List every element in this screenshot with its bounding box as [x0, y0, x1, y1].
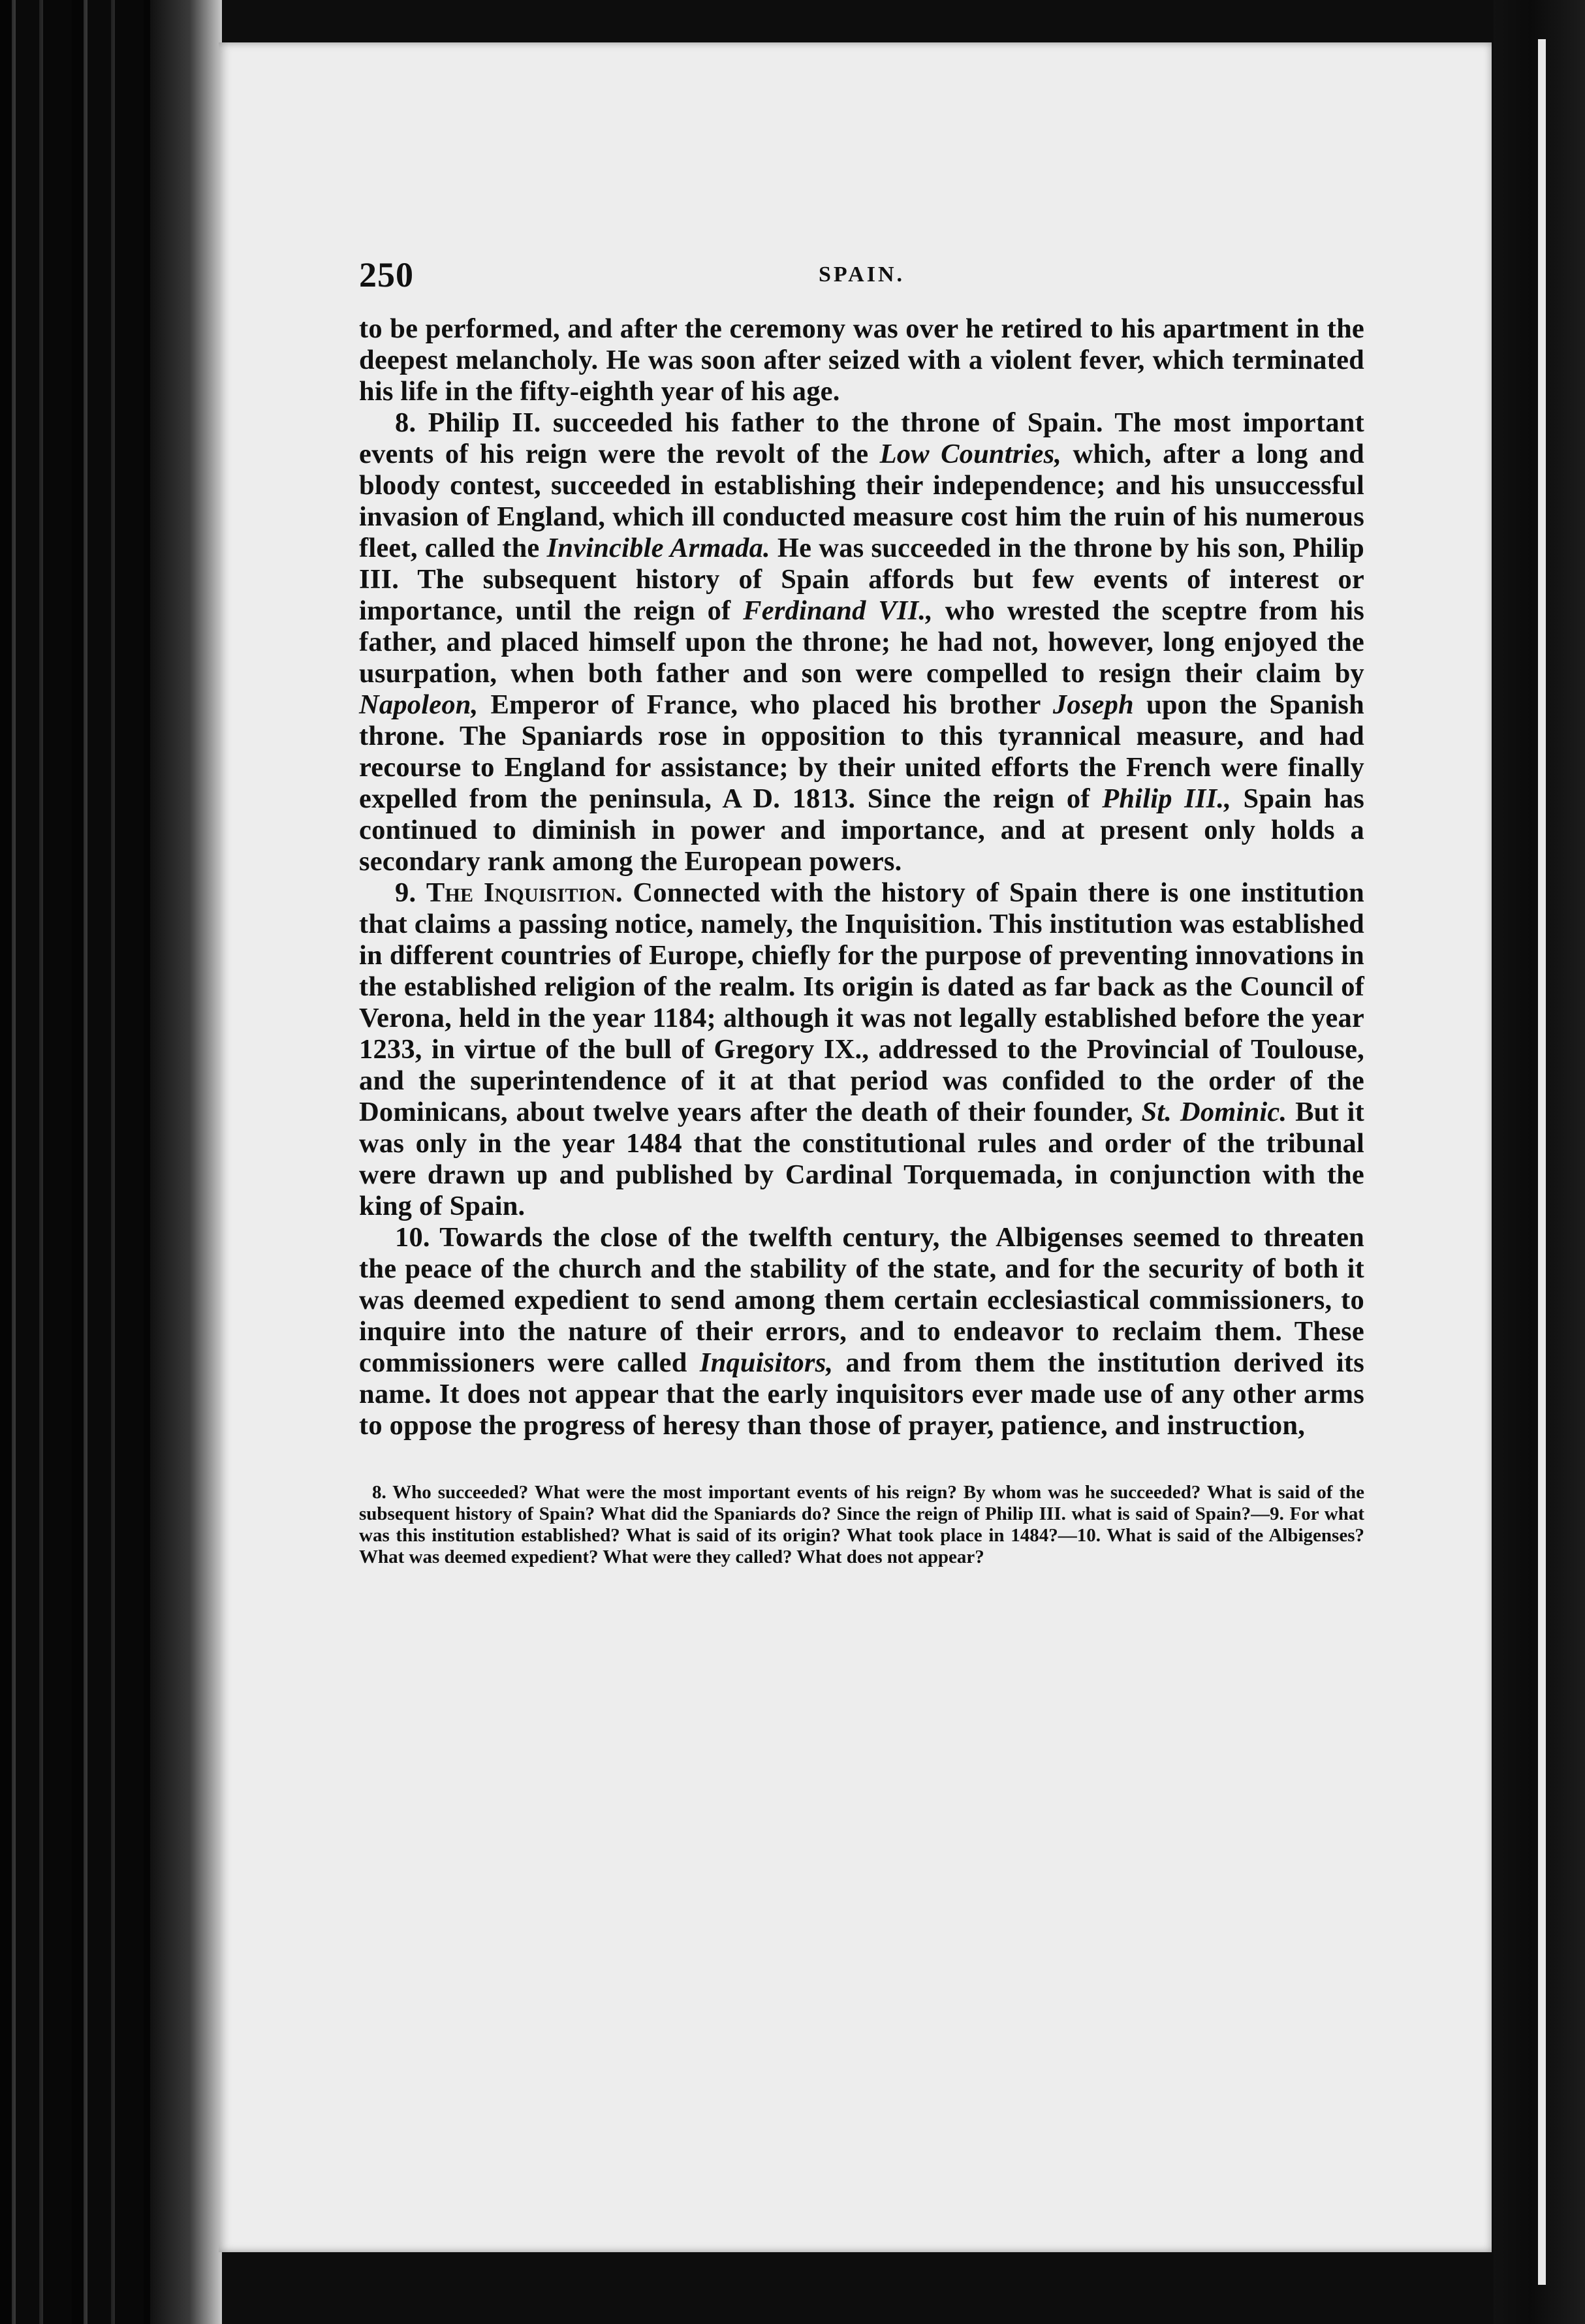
italic-term: Napoleon,	[359, 689, 479, 720]
review-questions	[359, 1482, 1364, 1568]
paragraph-continued: to be performed, and after the ceremony was over he retired to his apartment in the deepest melancholy. He was soon after seized with a violent fever, which terminated his life in the fifty-eighth year of his age.	[359, 313, 1364, 407]
text-run: Connected with the history of Spain there is one institution that claims a passing notice, namely, the Inquisition. This institution was established in different countries of Europe, chiefly for the purpose of preventing innovations in the established religion of the realm. Its origin is dated as far back as the Council of Verona, held in the year 1184; although it was not legally established before the year 1233, in virtue of the bull of Gregory IX., addressed to the Provincial of Toulouse, and the superintendence of it at that period was confided to the order of the Dominicans, about twelve years after the death of their founder,	[359, 877, 1364, 1127]
italic-term: Ferdinand VII.,	[743, 595, 933, 626]
questions-text: 8. Who succeeded? What were the most important events of his reign? By whom was he succeeded? What is said of the subsequent history of Spain? What did the Spaniards do? Since the reign of Philip III. what is said of Spain?—9. For what was this institution established? What is said of its origin? What took place in 1484?—10. What is said of the Albigenses? What was deemed expedient? What were they called? What does not appear?	[359, 1482, 1364, 1567]
page-content	[359, 255, 1364, 1568]
text-run: 10. Towards the close of the twelfth century, the Albigenses seemed to threaten the peace of the church and the stability of the state, and for the security of both it was deemed expedient to send among them certain ecclesiastical commissioners, to inquire into the nature of their errors, and to endeavor to reclaim them. These commissioners were called	[359, 1222, 1364, 1378]
text-run: Emperor of France, who placed his brother	[478, 689, 1053, 720]
text-run: upon the Spanish throne. The Spaniards rose in opposition to this tyrannical measure, and had recourse to England for assistance; by their united efforts the French were finally expelled from the peninsula, A D. 1813. Since the reign of	[359, 689, 1364, 814]
italic-term: Invincible Armada.	[546, 533, 770, 563]
page-number: 250	[359, 255, 414, 294]
text-run: He was succeeded in the throne by his son, Philip III. The subsequent history of Spain affords but few events of interest or importance, until the reign of	[359, 533, 1365, 626]
paragraph-8	[359, 407, 1364, 877]
italic-term: St. Dominic.	[1141, 1097, 1287, 1127]
text-run: and from them the institution derived its name. It does not appear that the early inquisitors ever made use of any other arms to oppose the progress of heresy than those of prayer, patience, and instruction,	[359, 1347, 1364, 1441]
text-run: Spain has continued to diminish in power and importance, and at present only holds a secondary rank among the European powers.	[359, 783, 1365, 877]
body-text	[359, 313, 1364, 1441]
section-heading: The Inquisition.	[426, 877, 623, 908]
running-head: SPAIN.	[819, 262, 905, 287]
italic-term: Inquisitors,	[699, 1347, 834, 1378]
text-run: But it was only in the year 1484 that the constitutional rules and order of the tribunal were drawn up and published by Cardinal Torquemada, in conjunction with the king of Spain.	[359, 1097, 1364, 1221]
page-header	[359, 255, 1364, 313]
adjacent-page-sliver	[1538, 39, 1546, 2285]
book-page	[219, 42, 1492, 2252]
text-run: 8. Philip II. succeeded his father to the throne of Spain. The most important events of his reign were the revolt of the	[359, 407, 1364, 469]
paragraph-10	[359, 1222, 1364, 1441]
binding-shadow	[150, 0, 222, 2324]
paragraph-9	[359, 877, 1364, 1222]
italic-term: Low Countries,	[879, 439, 1062, 469]
italic-term: Philip III.,	[1102, 783, 1232, 814]
italic-term: Joseph	[1052, 689, 1134, 720]
text-run: which, after a long and bloody contest, succeeded in establishing their independence; and his unsuccessful invasion of England, which ill conducted measure cost him the ruin of his numerous fleet, called the	[359, 439, 1364, 563]
text-run: 9.	[395, 877, 426, 908]
text-run: who wrested the sceptre from his father, and placed himself upon the throne; he had not, however, long enjoyed the usurpation, when both father and son were compelled to resign their claim by	[359, 595, 1364, 689]
